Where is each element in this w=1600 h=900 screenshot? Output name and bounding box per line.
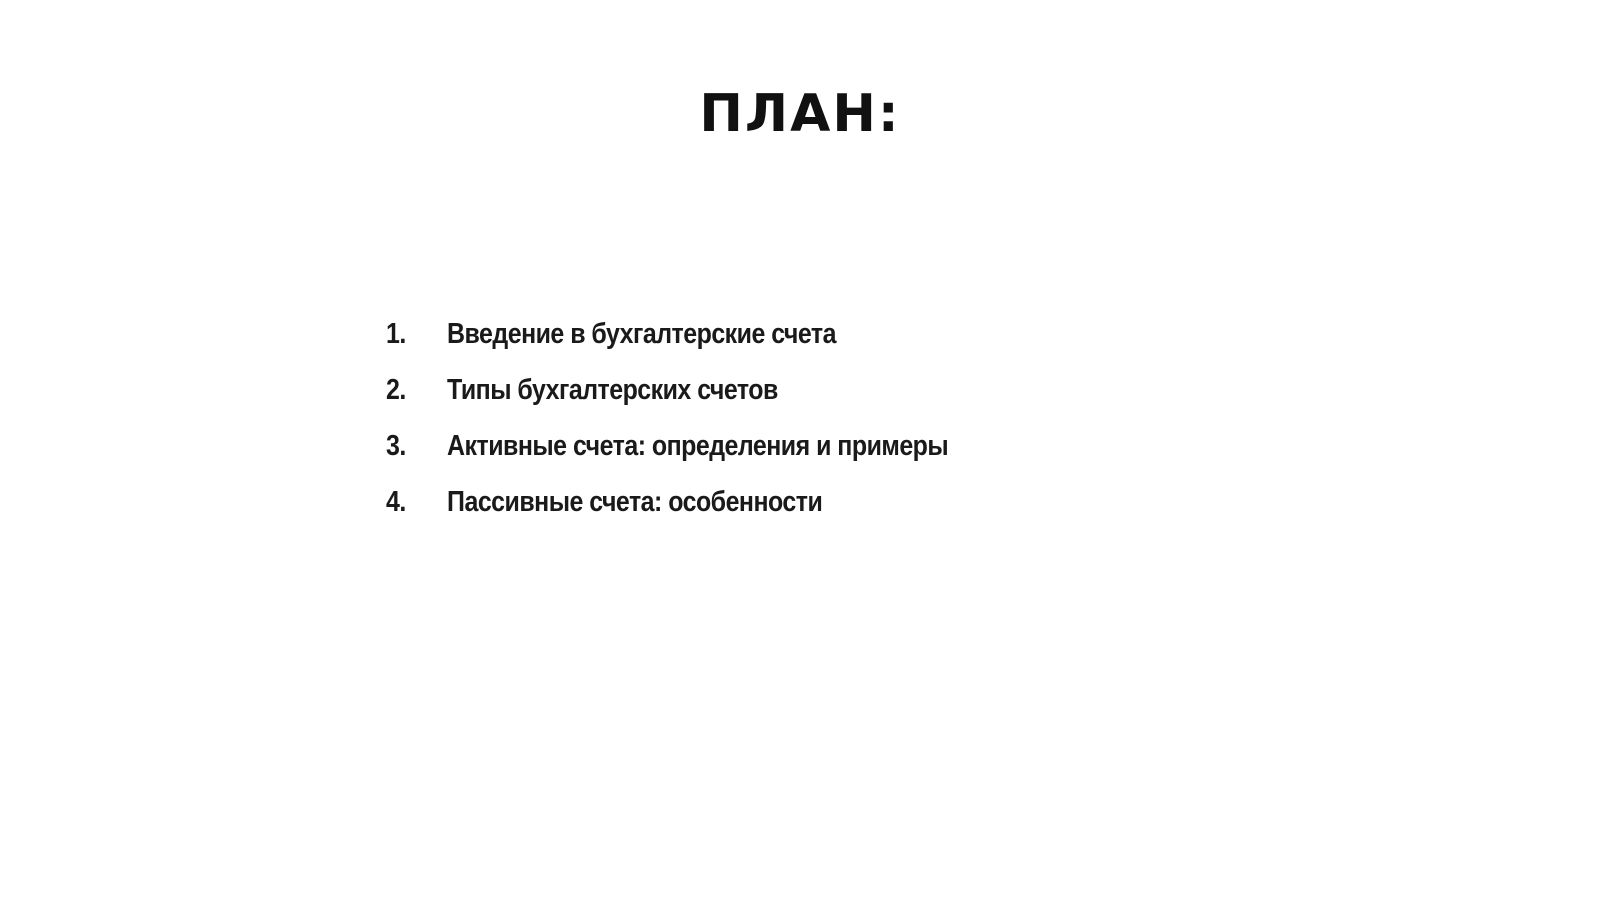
plan-item-number: 1. [386, 318, 406, 350]
plan-item-text: Введение в бухгалтерские счета [447, 318, 836, 350]
plan-item [386, 318, 948, 374]
slide-title: ПЛАН: [699, 84, 901, 144]
plan-item-number: 2. [386, 374, 406, 406]
plan-item-number: 4. [386, 486, 406, 518]
plan-item-text: Типы бухгалтерских счетов [447, 374, 778, 406]
plan-item [386, 486, 948, 542]
plan-item [386, 374, 948, 430]
plan-item [386, 430, 948, 486]
plan-item-text: Активные счета: определения и примеры [447, 430, 949, 462]
plan-list [386, 318, 1040, 542]
plan-item-text: Пассивные счета: особенности [447, 486, 823, 518]
plan-item-number: 3. [386, 430, 406, 462]
